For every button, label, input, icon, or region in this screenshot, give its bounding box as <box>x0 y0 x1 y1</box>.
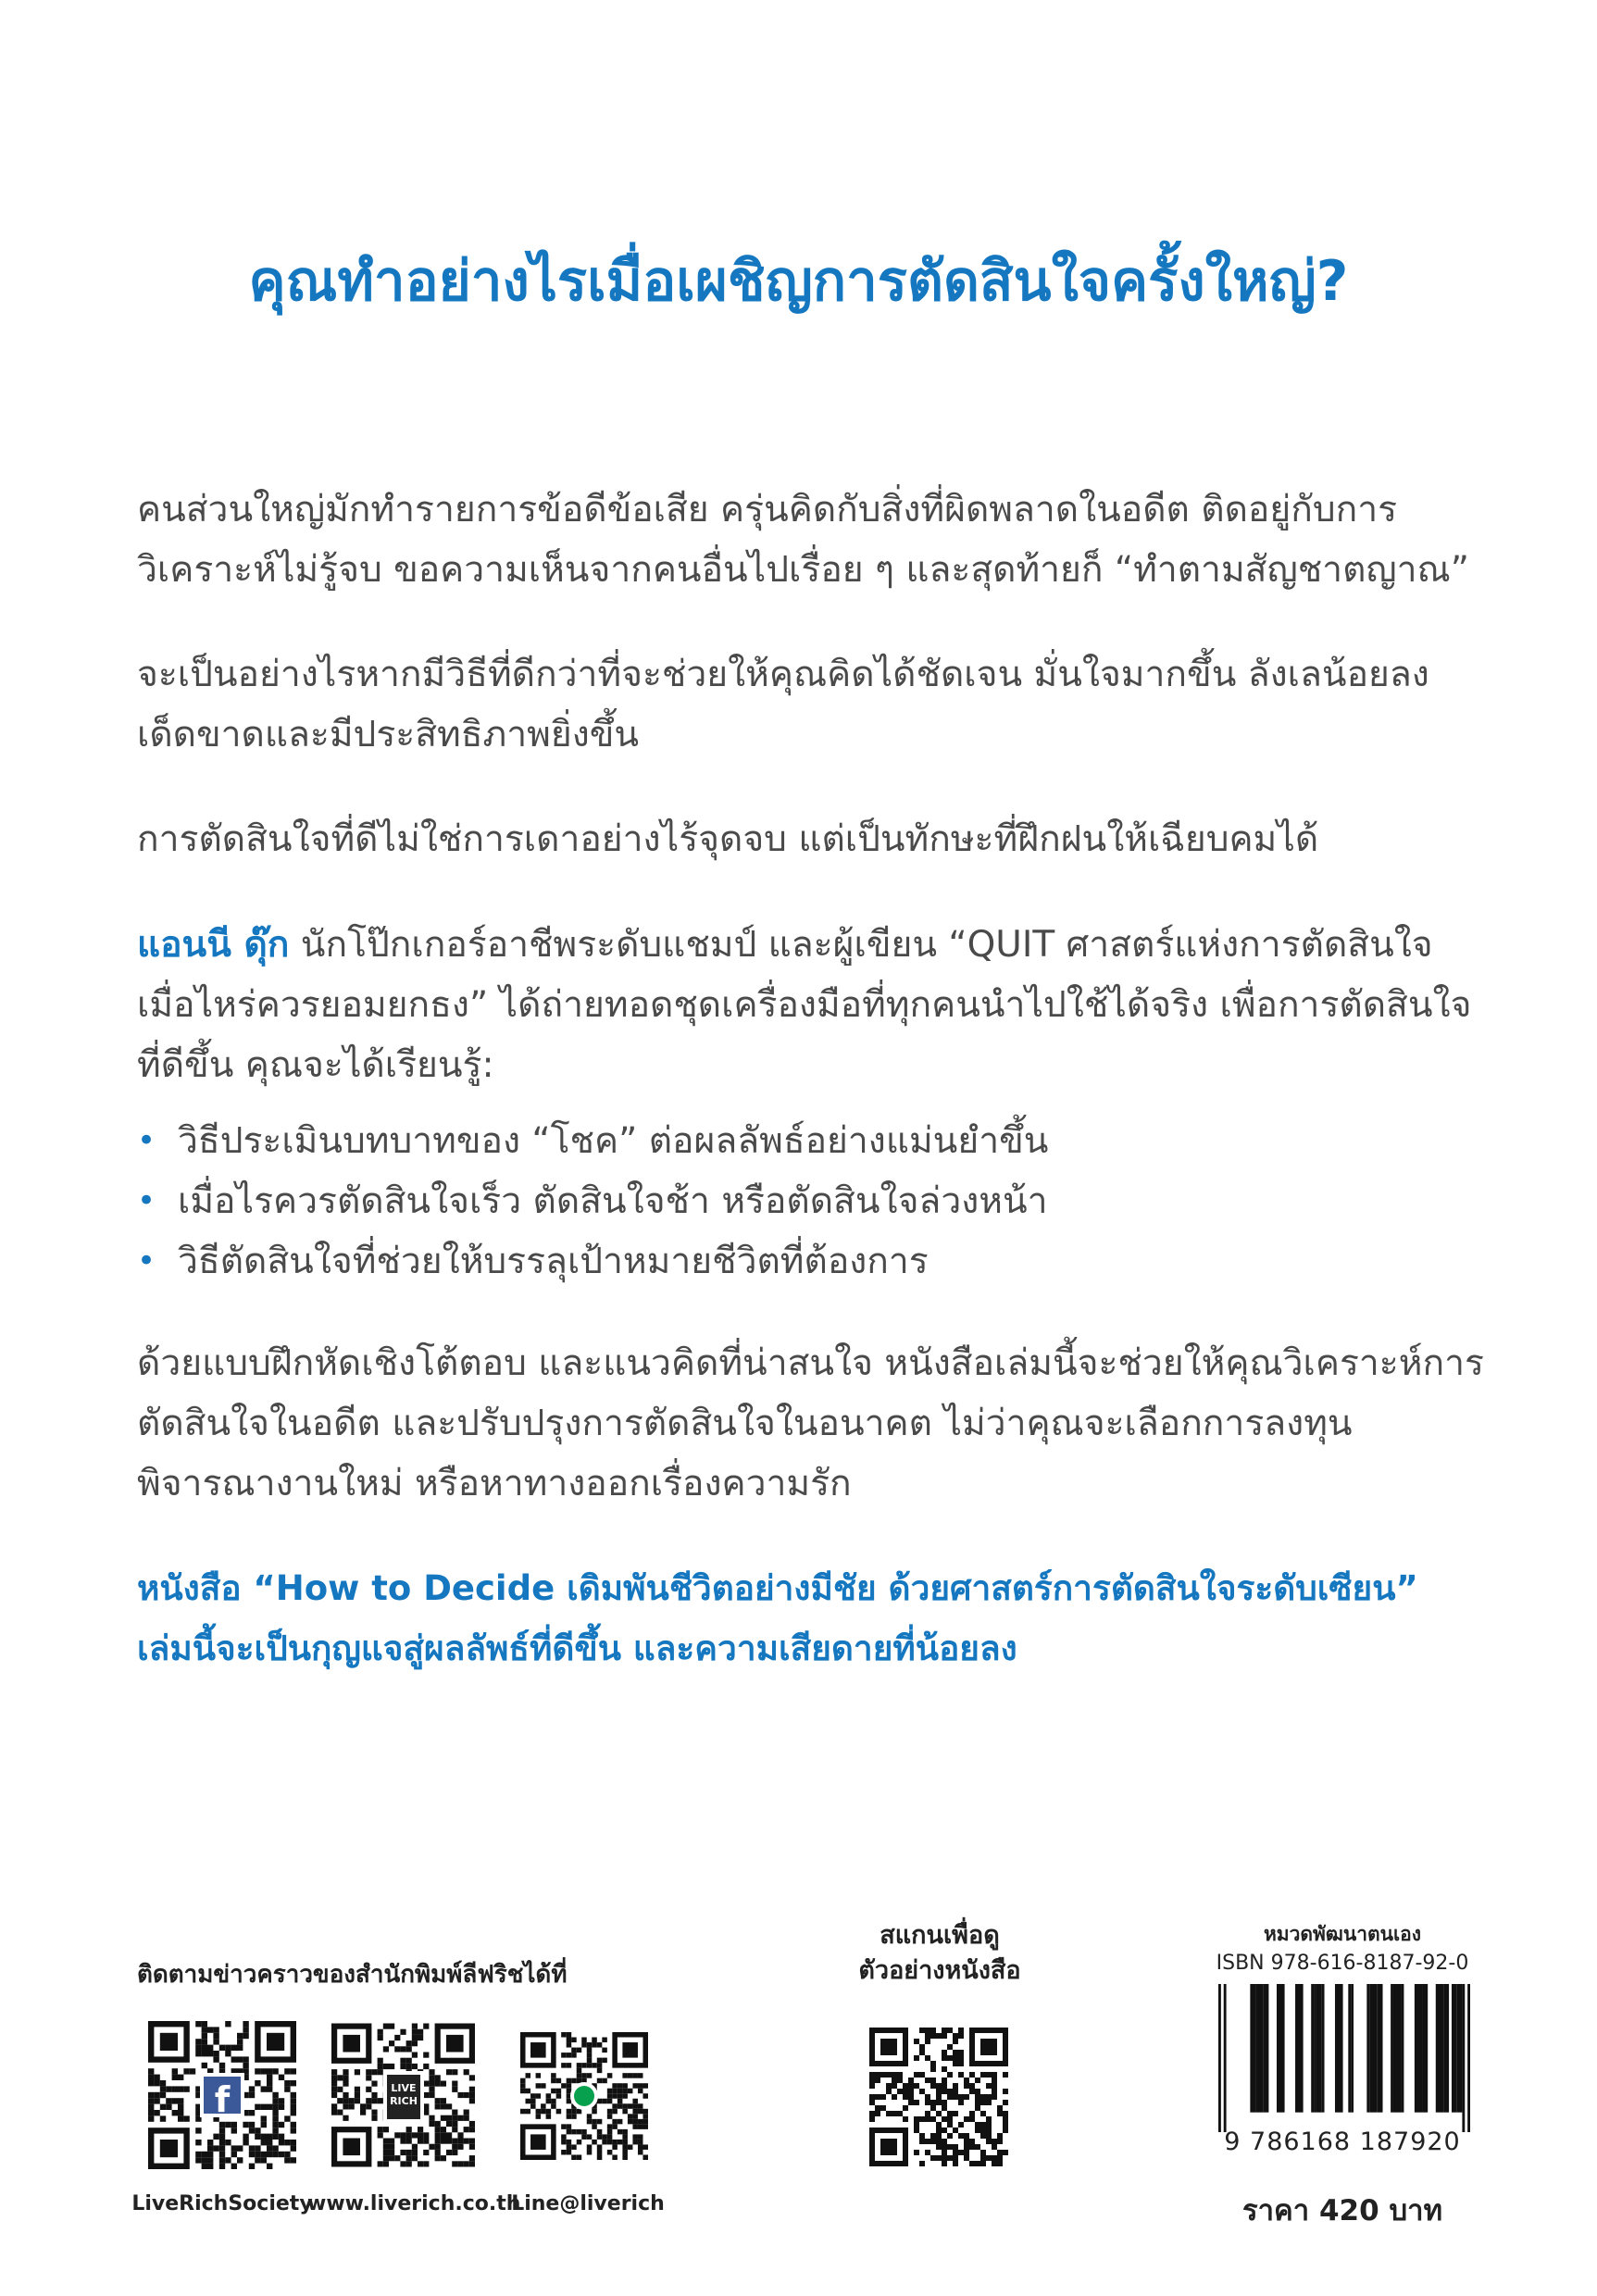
line-app-icon <box>570 2082 598 2110</box>
closing-line-2: เล่มนี้จะเป็นกุญแจสู่ผลลัพธ์ที่ดีขึ้น และความเสียดายที่น้อยลง <box>137 1628 1017 1668</box>
headline: คุณทำอย่างไรเมื่อเผชิญการตัดสินใจครั้งใหญ่? <box>248 249 1349 314</box>
barcode-icon <box>1218 1984 1470 2132</box>
facebook-icon: f <box>200 2073 244 2117</box>
ean-digits: 9 786168 187920 <box>1224 2128 1461 2156</box>
learning-list <box>137 1111 1489 1292</box>
website-qr-code[interactable] <box>331 2021 475 2169</box>
price-label: ราคา 420 บาท <box>1241 2194 1443 2227</box>
paragraph-intro: คนส่วนใหญ่มักทำรายการข้อดีข้อเสีย ครุ่นคิดกับสิ่งที่ผิดพลาดในอดีต ติดอยู่กับการวิเคราะห์ไม่รู้จบ ขอความเห็นจากคนอื่นไปเรื่อย ๆ และสุดท้ายก็ “ทำตามสัญชาตญาณ” <box>137 489 1469 591</box>
paragraph-skill: การตัดสินใจที่ดีไม่ใช่การเดาอย่างไร้จุดจบ แต่เป็นทักษะที่ฝึกฝนให้เฉียบคมได้ <box>137 818 1319 860</box>
bullet-icon: • <box>137 1182 156 1219</box>
preview-qr-code[interactable] <box>868 2028 1009 2166</box>
isbn-text: ISBN 978-616-8187-92-0 <box>1216 1952 1469 1975</box>
bullet-icon: • <box>137 1242 156 1279</box>
liverich-logo-icon: LIVE RICH <box>383 2071 424 2123</box>
category-label: หมวดพัฒนาตนเอง <box>1263 1923 1422 1945</box>
qr-code-icon <box>868 2028 1009 2166</box>
line-qr-code[interactable] <box>520 2032 648 2160</box>
closing-statement <box>137 1558 1507 1678</box>
author-description: นักโป๊กเกอร์อาชีพระดับแชมป์ และผู้เขียน “QUIT ศาสตร์แห่งการตัดสินใจเมื่อไหร่ควรยอมยกธง” ได้ถ่ายทอดชุดเครื่องมือที่ทุกคนนำไปใช้ได้จริง เพื่อการตัดสินใจที่ดีขึ้น คุณจะได้เรียนรู้: <box>137 924 1472 1086</box>
facebook-qr-code[interactable] <box>148 2021 296 2169</box>
paragraph-author <box>137 915 1489 1095</box>
bullet-icon: • <box>137 1122 156 1159</box>
qr-label-line: Line@liverich <box>511 2192 665 2215</box>
list-item: • วิธีตัดสินใจที่ช่วยให้บรรลุเป้าหมายชีวิตที่ต้องการ <box>137 1231 1489 1292</box>
author-name: แอนนี ดุ๊ก <box>137 924 290 966</box>
qr-label-website: www.liverich.co.th <box>307 2192 521 2215</box>
barcode <box>1218 1984 1470 2132</box>
closing-line-1: หนังสือ “How to Decide เดิมพันชีวิตอย่างมีชัย ด้วยศาสตร์การตัดสินใจระดับเซียน” <box>137 1568 1418 1608</box>
list-item: • วิธีประเมินบทบาทของ “โชค” ต่อผลลัพธ์อย่างแม่นยำขึ้น <box>137 1111 1489 1171</box>
paragraph-summary: ด้วยแบบฝึกหัดเชิงโต้ตอบ และแนวคิดที่น่าสนใจ หนังสือเล่มนี้จะช่วยให้คุณวิเคราะห์การตัดสินใจในอดีต และปรับปรุงการตัดสินใจในอนาคต ไม่ว่าคุณจะเลือกการลงทุน พิจารณางานใหม่ หรือหาทางออกเรื่องความรัก <box>137 1342 1484 1504</box>
qr-label-facebook: LiveRichSociety <box>131 2192 313 2215</box>
list-item: • เมื่อไรควรตัดสินใจเร็ว ตัดสินใจช้า หรือตัดสินใจล่วงหน้า <box>137 1171 1489 1231</box>
paragraph-what-if: จะเป็นอย่างไรหากมีวิธีที่ดีกว่าที่จะช่วยให้คุณคิดได้ชัดเจน มั่นใจมากขึ้น ลังเลน้อยลง เด็ดขาดและมีประสิทธิภาพยิ่งขึ้น <box>137 654 1429 755</box>
follow-label: ติดตามข่าวคราวของสำนักพิมพ์ลีฟริชได้ที่ <box>137 1961 568 1989</box>
scan-preview-label: สแกนเพื่อดู ตัวอย่างหนังสือ <box>858 1921 1021 1985</box>
